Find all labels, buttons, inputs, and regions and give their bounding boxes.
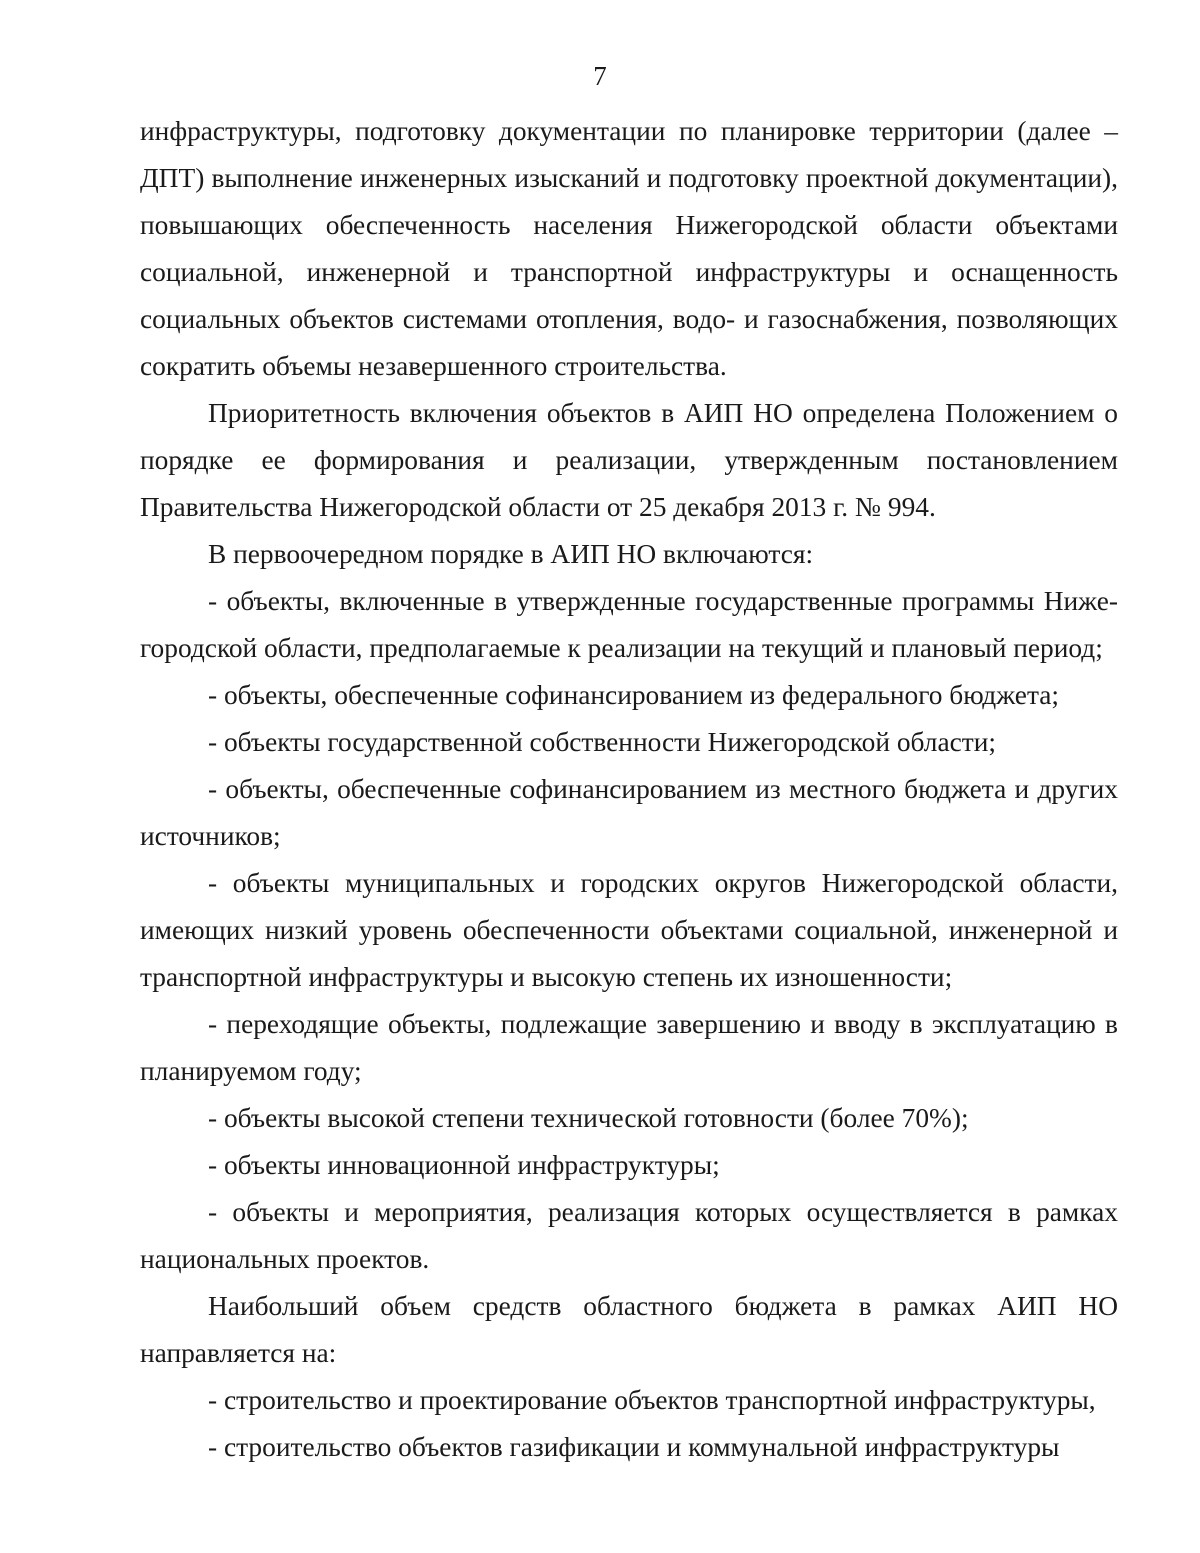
paragraph-continuation: инфраструктуры, подготовку документации по планировке территории (далее – ДПТ) выполнение инженерных изысканий и подготовку проектной документации), повышающих обеспеченность населения Нижегородской области объектами социальной, инженерной и транспортной инфраструктуры и оснащенность социальных объектов системами отопления, водо- и газоснабжения, позволяющих сократить объемы незавершенного строительства.	[140, 116, 1118, 381]
list-item: - объекты государственной собственности Нижегородской области;	[208, 727, 997, 757]
list-item: - переходящие объекты, подлежащие завершению и вводу в эксплуатацию в планируемом году;	[140, 1009, 1118, 1086]
document-body	[140, 108, 1118, 1471]
list-item: - строительство и проектирование объектов транспортной инфраструктуры,	[208, 1385, 1096, 1415]
list-item: - объекты и мероприятия, реализация которых осуществляется в рамках национальных проектов.	[140, 1197, 1118, 1274]
paragraph-list-intro: В первоочередном порядке в АИП НО включаются:	[208, 539, 814, 569]
list-item: - объекты муниципальных и городских округов Нижегородской области, имеющих низкий уровень обеспеченности объектами социальной, инженерной и транспортной инфраструктуры и высокую степень их изношенности;	[140, 868, 1118, 992]
page-number: 7	[593, 61, 607, 91]
paragraph-priority: Приоритетность включения объектов в АИП НО определена Положением о порядке ее формирования и реализации, утвержденным постановлением Правительства Нижегородской области от 25 декабря 2013 г. № 994.	[140, 398, 1118, 522]
list-item: - объекты инновационной инфраструктуры;	[208, 1150, 720, 1180]
list-item: - объекты, обеспеченные софинансированием из федерального бюджета;	[208, 680, 1060, 710]
paragraph-budget-intro: Наибольший объем средств областного бюджета в рамках АИП НО направляется на:	[140, 1291, 1118, 1368]
list-item: - объекты, обеспеченные софинансированием из местного бюджета и других источников;	[140, 774, 1118, 851]
list-item: - строительство объектов газификации и коммунальной инфраструктуры	[208, 1432, 1060, 1462]
list-item: - объекты, включенные в утвержденные государственные программы Нижегородской области, предполагаемые к реализации на текущий и плановый период;	[140, 586, 1118, 663]
list-item: - объекты высокой степени технической готовности (более 70%);	[208, 1103, 969, 1133]
